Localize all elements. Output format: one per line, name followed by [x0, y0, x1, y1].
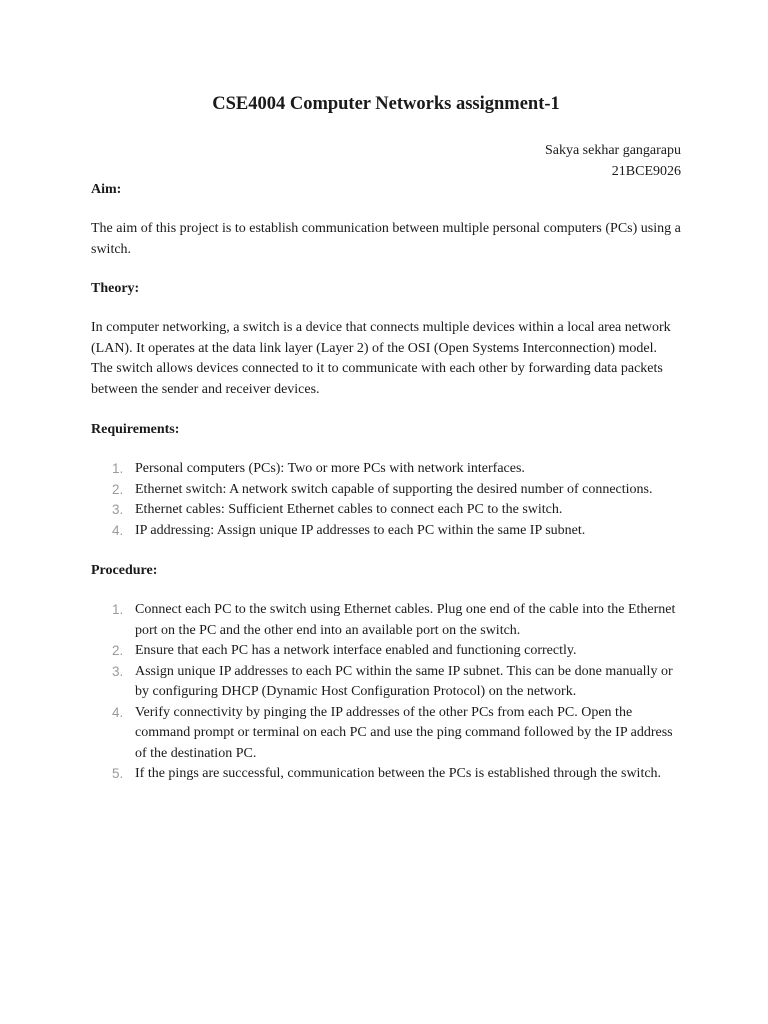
author-name: Sakya sekhar gangarapu — [544, 143, 681, 158]
list-item — [91, 459, 681, 480]
list-number: 3. — [112, 502, 124, 517]
theory-text: In computer networking, a switch is a device that connects multiple devices within a local area network (LAN). It operates at the data link layer (Layer 2) of the OSI (Open Systems Interconnection) model. The switch allows devices connected to it to communicate with each other by forwarding data packets between the sender and receiver devices. — [91, 320, 671, 397]
list-item-text: Verify connectivity by pinging the IP addresses of the other PCs from each PC. Open the command prompt or terminal on each PC and use the ping command followed by the IP address of the destination PC. — [135, 704, 673, 761]
list-number: 3. — [112, 663, 124, 679]
list-item-text: Connect each PC to the switch using Ethernet cables. Plug one end of the cable into the Ethernet port on the PC and the other end into an available port on the switch. — [135, 602, 676, 638]
list-item — [91, 703, 681, 765]
author-block — [91, 140, 681, 182]
list-item — [91, 764, 681, 785]
list-item — [91, 500, 681, 521]
aim-text: The aim of this project is to establish communication between multiple personal computers (PCs) using a switch. — [91, 221, 681, 257]
list-number: 1. — [112, 461, 124, 476]
list-item-text: Assign unique IP addresses to each PC within the same IP subnet. This can be done manually or by configuring DHCP (Dynamic Host Configuration Protocol) on the network. — [135, 663, 673, 699]
list-item-text: IP addressing: Assign unique IP addresses to each PC within the same IP subnet. — [135, 522, 586, 538]
theory-heading: Theory: — [91, 281, 140, 296]
procedure-heading: Procedure: — [91, 563, 158, 578]
list-item — [91, 521, 681, 542]
list-item-text: Ethernet cables: Sufficient Ethernet cables to connect each PC to the switch. — [135, 502, 563, 517]
document-title: CSE4004 Computer Networks assignment-1 — [212, 94, 560, 114]
list-number: 2. — [112, 481, 124, 497]
document-page — [91, 93, 681, 785]
list-item — [91, 480, 681, 501]
list-number: 4. — [112, 522, 124, 538]
list-item-text: Personal computers (PCs): Two or more PCs with network interfaces. — [135, 461, 525, 476]
list-number: 1. — [112, 602, 124, 617]
requirements-heading: Requirements: — [91, 422, 180, 437]
procedure-list — [91, 600, 681, 785]
list-item-text: Ethernet switch: A network switch capable of supporting the desired number of connections. — [135, 481, 653, 497]
list-item — [91, 641, 681, 662]
list-item — [91, 662, 681, 703]
author-id: 21BCE9026 — [611, 164, 681, 179]
list-item — [91, 600, 681, 641]
list-number: 2. — [112, 643, 124, 658]
list-number: 5. — [112, 766, 124, 781]
list-number: 4. — [112, 704, 124, 720]
aim-heading: Aim: — [91, 182, 122, 197]
list-item-text: Ensure that each PC has a network interface enabled and functioning correctly. — [135, 643, 577, 658]
requirements-list — [91, 459, 681, 541]
list-item-text: If the pings are successful, communication between the PCs is established through the switch. — [135, 766, 662, 781]
